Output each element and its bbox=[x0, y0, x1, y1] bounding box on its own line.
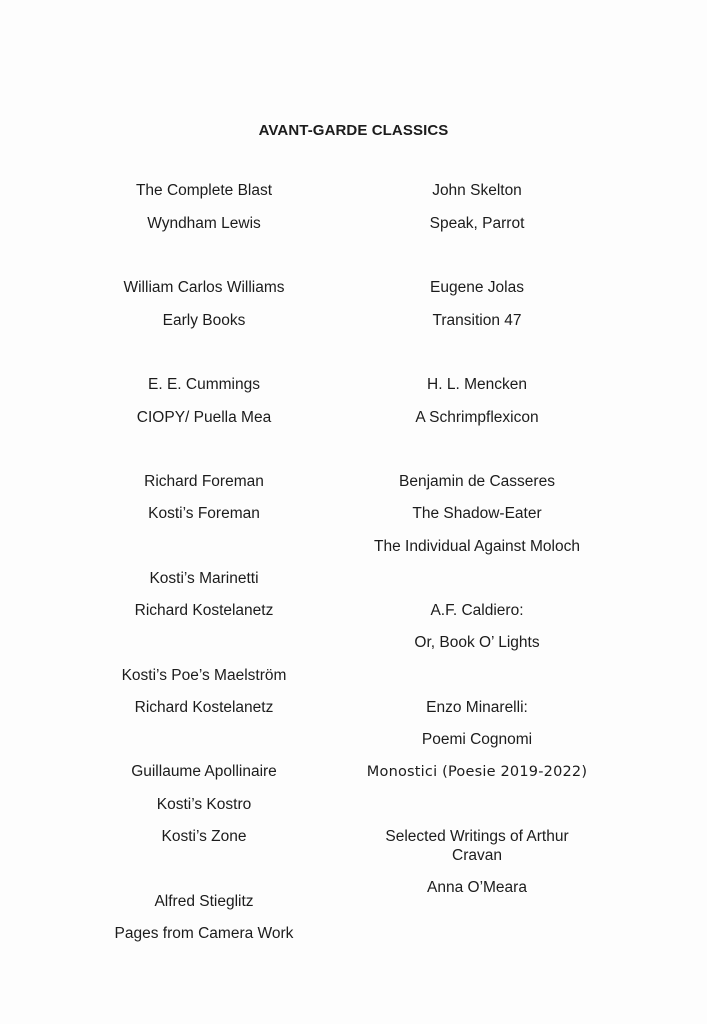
entry-title: The Shadow-Eater bbox=[412, 505, 542, 522]
entry-title: Kosti’s Poe’s Maelström bbox=[121, 667, 287, 684]
entry-author: The Complete Blast bbox=[135, 182, 273, 199]
entry-author: Richard Kostelanetz bbox=[134, 602, 274, 619]
entry-title: The Individual Against Moloch bbox=[374, 538, 580, 555]
entry-author: Guillaume Apollinaire bbox=[131, 763, 277, 780]
entry-title: Early Books bbox=[162, 312, 246, 329]
entry-author: Alfred Stieglitz bbox=[154, 893, 254, 910]
entry-title: Kosti’s Foreman bbox=[148, 505, 260, 522]
entry-title: Poemi Cognomi bbox=[421, 731, 533, 748]
entry-author: Richard Foreman bbox=[144, 473, 264, 490]
entry-author: Enzo Minarelli: bbox=[426, 699, 528, 716]
entry-title: Transition 47 bbox=[432, 312, 522, 329]
entry-title: Selected Writings of Arthur Cravan bbox=[385, 828, 569, 864]
entry-author: Eugene Jolas bbox=[430, 279, 524, 296]
entry-author: William Carlos Williams bbox=[123, 279, 285, 296]
entry-title: Speak, Parrot bbox=[429, 215, 525, 232]
entry-title: Pages from Camera Work bbox=[114, 925, 294, 942]
entry-author: A.F. Caldiero: bbox=[430, 602, 524, 619]
entry-author: Richard Kostelanetz bbox=[134, 699, 274, 716]
entry-author: Benjamin de Casseres bbox=[399, 473, 555, 490]
entry-title: Or, Book O’ Lights bbox=[414, 634, 540, 651]
entry-title: CIOPY/ Puella Mea bbox=[136, 409, 272, 426]
page-title: AVANT-GARDE CLASSICS bbox=[258, 122, 449, 139]
entry-author: H. L. Mencken bbox=[427, 376, 527, 393]
entry-author: John Skelton bbox=[432, 182, 522, 199]
entry-title: Monostici (Poesie 2019-2022) bbox=[366, 764, 588, 780]
entry-author: E. E. Cummings bbox=[148, 376, 260, 393]
entry-title: Kosti’s Marinetti bbox=[149, 570, 259, 587]
entry-title: Kosti’s Kostro bbox=[156, 796, 252, 813]
entry-title: Kosti’s Zone bbox=[161, 828, 247, 845]
entry-author: Anna O’Meara bbox=[427, 879, 527, 896]
entry-title: Wyndham Lewis bbox=[147, 215, 261, 232]
entry-title: A Schrimpflexicon bbox=[415, 409, 539, 426]
